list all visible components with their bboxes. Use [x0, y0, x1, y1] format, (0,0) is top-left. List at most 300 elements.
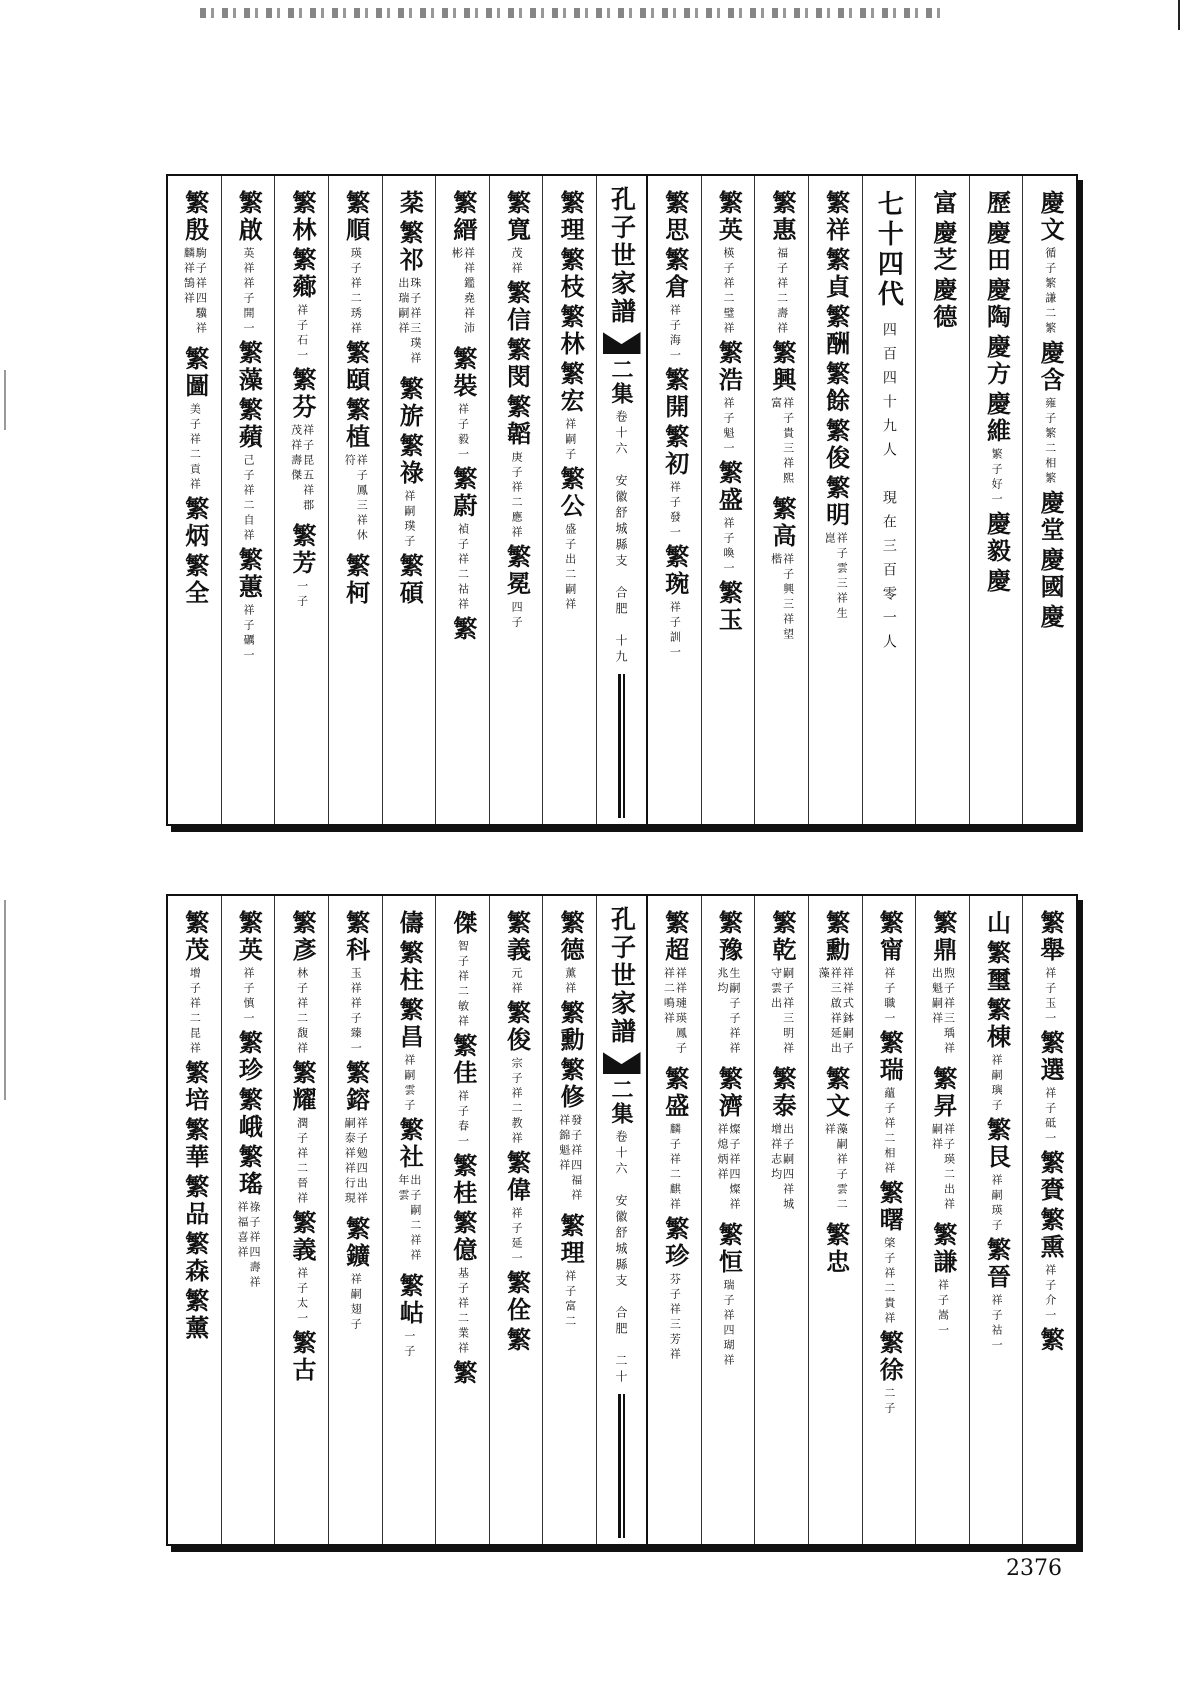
person-name: 慶維: [982, 391, 1012, 445]
person-name: 繁頤: [341, 340, 371, 394]
person-note: 一子: [295, 580, 309, 610]
person-name: 繁開: [660, 367, 690, 421]
person-entry: [449, 910, 476, 1030]
person-name: 繁恒: [714, 1222, 744, 1276]
person-entry: [715, 910, 742, 1063]
genealogy-column: [168, 896, 221, 1544]
person-entry: [1036, 340, 1066, 487]
person-name: 繁璽: [982, 940, 1012, 994]
person-name: 繁鼎: [928, 910, 958, 964]
person-name: 繁峨: [234, 1087, 264, 1141]
person-note: 祥祥璉瑛鳳子祥二鳴祥: [662, 967, 688, 1057]
person-name: 繁偉: [502, 1150, 532, 1204]
person-name: 繁盛: [660, 1066, 690, 1120]
person-name: 繁柱: [395, 940, 425, 994]
person-entry: [983, 190, 1010, 217]
genealogy-column: [274, 176, 328, 824]
page-columns: [168, 896, 1076, 1544]
person-entry: [342, 190, 369, 337]
genealogy-column: [489, 176, 543, 824]
person-note: 瑞子祥四瑚祥: [721, 1279, 735, 1369]
person-entry: [929, 277, 956, 331]
person-note: 潤子祥二晉祥: [295, 1117, 309, 1207]
person-note: 循子繁謙二繁: [1043, 247, 1057, 337]
person-name: 富: [928, 190, 958, 217]
person-name: 慶含: [1036, 340, 1066, 394]
book-title: 孔子世家譜: [607, 906, 637, 1046]
person-name: 繁韜: [502, 394, 532, 448]
person-name: 繁曙: [875, 1180, 905, 1234]
person-entry: [661, 1216, 688, 1363]
person-entry: [395, 997, 425, 1114]
person-name: 繁: [448, 1360, 478, 1387]
person-note: 祥子石一: [295, 304, 309, 364]
genealogy-column: [862, 896, 916, 1544]
genealogy-column: [754, 896, 808, 1544]
person-entry: [556, 1000, 586, 1054]
person-entry: [395, 553, 425, 607]
person-note: 燦子祥四燦祥祥熄炳祥: [715, 1123, 742, 1213]
person-name: 繁公: [556, 466, 586, 520]
person-entry: [822, 418, 849, 472]
person-note: 祥子砥一: [1043, 1087, 1057, 1147]
person-name: 慶: [982, 568, 1012, 595]
person-note: 薰祥: [563, 967, 577, 997]
genealogy-column: [648, 896, 701, 1544]
person-entry: [288, 1060, 315, 1207]
person-name: 繁宏: [556, 361, 586, 415]
genealogy-column: [1022, 176, 1076, 824]
person-entry: [929, 1066, 956, 1219]
person-name: 繁全: [180, 553, 210, 607]
person-entry: [556, 466, 586, 613]
person-note: 祥子訓一: [668, 601, 682, 661]
person-entry: [817, 910, 853, 1063]
person-entry: [983, 940, 1010, 994]
genealogy-column: [328, 896, 382, 1544]
person-entry: [503, 394, 530, 541]
person-note: 祥子慎一: [241, 967, 255, 1027]
person-note: 一子: [402, 1330, 416, 1360]
person-note: 英祥祥子開一: [241, 247, 255, 337]
person-name: 繁倉: [660, 247, 690, 301]
person-entry: [983, 220, 1010, 274]
person-name: 繁瑞: [875, 1030, 905, 1084]
person-name: 繁柯: [341, 553, 371, 607]
person-name: 繁茂: [180, 910, 210, 964]
person-name: 繁義: [502, 910, 532, 964]
person-entry: [983, 391, 1010, 508]
person-entry: [715, 190, 742, 337]
person-name: 繁選: [1036, 1030, 1066, 1084]
banner-rule: [618, 1394, 625, 1538]
person-name: 繁俊: [821, 418, 851, 472]
person-name: 繁: [448, 616, 478, 643]
person-name: 繁舉: [1036, 910, 1066, 964]
genealogy-column: [221, 896, 275, 1544]
person-entry: [556, 910, 586, 997]
person-entry: [395, 376, 425, 430]
person-entry: [875, 1180, 905, 1327]
right-half: [648, 896, 1076, 1544]
person-entry: [503, 910, 530, 997]
generation-heading: 七十四代: [873, 190, 904, 310]
person-entry: [768, 910, 795, 1063]
person-name: 繁耀: [288, 1060, 317, 1114]
person-name: 繁薌: [288, 247, 317, 301]
person-name: 繁蕙: [234, 547, 264, 601]
person-name: 繁艮: [982, 1117, 1012, 1171]
genealogy-column: [168, 176, 221, 824]
person-note: 增子祥二昆祥: [188, 967, 202, 1057]
genealogy-column: [862, 176, 916, 824]
person-note: 祥子延一: [510, 1207, 524, 1267]
person-note: 林子祥二馥祥: [295, 967, 309, 1057]
person-name: 繁浩: [714, 340, 744, 394]
person-name: 繁培: [180, 1060, 210, 1114]
person-name: 繁鎔: [341, 1060, 371, 1114]
person-name: 繁社: [395, 1117, 425, 1171]
person-name: 繁昇: [928, 1066, 958, 1120]
page-number: 2376: [1006, 1556, 1062, 1581]
person-name: 繁英: [234, 910, 264, 964]
person-entry: [983, 1117, 1010, 1234]
person-entry: [288, 367, 315, 520]
person-name: 繁華: [180, 1117, 210, 1171]
person-name: 繁賚: [1036, 1150, 1066, 1204]
person-note: 元祥: [510, 967, 524, 997]
person-note: 茂祥: [510, 247, 524, 277]
person-name: 繁圖: [180, 346, 210, 400]
right-half: [648, 176, 1076, 824]
person-entry: [395, 1117, 425, 1270]
genealogy-column: [435, 896, 489, 1544]
person-entry: [395, 190, 425, 217]
person-entry: [181, 1174, 208, 1228]
person-entry: [661, 367, 688, 421]
person-name: 慶德: [928, 277, 958, 331]
person-entry: [715, 580, 742, 634]
person-name: 棻: [395, 190, 425, 217]
person-entry: [288, 910, 315, 1057]
person-entry: [822, 1222, 849, 1276]
person-name: 繁森: [180, 1231, 210, 1285]
genealogy-column: [969, 176, 1023, 824]
person-entry: [768, 1066, 795, 1219]
person-name: 慶文: [1036, 190, 1066, 244]
genealogy-column: [382, 896, 436, 1544]
person-entry: [768, 190, 795, 337]
person-entry: [288, 1330, 315, 1384]
person-name: 繁忠: [821, 1222, 851, 1276]
person-note: 祥嗣璵子: [990, 1054, 1004, 1114]
person-name: 慶芝: [928, 220, 958, 274]
person-name: 傑: [448, 910, 478, 937]
genealogy-column: [382, 176, 436, 824]
person-entry: [1036, 547, 1066, 601]
left-half: [168, 176, 596, 824]
person-name: 繁植: [341, 397, 371, 451]
person-name: 繁藻: [234, 340, 264, 394]
person-name: 繁珍: [234, 1030, 264, 1084]
person-name: 繁彥: [288, 910, 317, 964]
person-name: 慶國: [1036, 547, 1066, 601]
person-name: 繁勳: [556, 1000, 586, 1054]
person-name: 繁林: [288, 190, 317, 244]
genealogy-column: [435, 176, 489, 824]
person-name: 繁晉: [982, 1237, 1012, 1291]
person-name: 繁: [1036, 1327, 1066, 1354]
person-entry: [449, 1360, 476, 1387]
person-entry: [822, 247, 849, 301]
person-entry: [556, 304, 586, 358]
person-entry: [503, 1270, 530, 1324]
person-name: 繁徐: [875, 1330, 905, 1384]
person-name: 繁棟: [982, 997, 1012, 1051]
person-entry: [556, 1057, 586, 1210]
person-name: 繁超: [660, 910, 690, 964]
person-entry: [235, 1144, 262, 1297]
genealogy-column: [489, 896, 543, 1544]
person-entry: [768, 496, 795, 649]
genealogy-column: [754, 176, 808, 824]
person-note: 祥子玉一: [1043, 967, 1057, 1027]
person-name: 繁古: [288, 1330, 317, 1384]
person-entry: [1036, 1150, 1066, 1204]
person-entry: [288, 247, 315, 364]
person-note: 盛子出二嗣祥: [563, 523, 577, 613]
person-entry: [875, 1030, 905, 1177]
person-name: 繁祿: [395, 433, 425, 487]
person-note: 基子祥二業祥: [456, 1267, 470, 1357]
person-entry: [661, 1066, 688, 1213]
person-name: 繁昌: [395, 997, 425, 1051]
scan-mark-left: [4, 370, 6, 430]
person-entry: [822, 475, 849, 628]
person-note: 四子: [510, 601, 524, 631]
person-name: 繁泰: [768, 1066, 797, 1120]
person-note: 祥子祜一: [990, 1294, 1004, 1354]
person-entry: [983, 910, 1010, 937]
person-name: 繁德: [556, 910, 586, 964]
person-entry: [235, 1030, 262, 1084]
person-note: 祥子介一: [1043, 1264, 1057, 1324]
person-entry: [715, 340, 742, 457]
person-name: 繁理: [556, 190, 586, 244]
person-name: 繁薰: [180, 1288, 210, 1342]
person-note: 祥嗣璞子: [402, 490, 416, 550]
volume-label: 二集: [608, 358, 634, 406]
person-note: 祥子嵩一: [936, 1279, 950, 1339]
person-entry: [1036, 910, 1066, 1027]
person-note: 祥子勉四出祥嗣泰祥祥行現: [343, 1117, 369, 1207]
person-entry: [395, 433, 425, 550]
genealogy-column: [808, 176, 862, 824]
section-label: 卷十六 安徽舒城縣支 合肥 十九: [614, 410, 628, 666]
person-name: 繁閔: [502, 337, 532, 391]
genealogy-column: [701, 176, 755, 824]
person-name: 繁濟: [714, 1066, 744, 1120]
person-entry: [1036, 604, 1066, 631]
person-name: 繁億: [448, 1210, 478, 1264]
person-entry: [1036, 490, 1066, 544]
person-entry: [715, 1066, 742, 1219]
fishtail-mark: [603, 1052, 641, 1074]
person-entry: [181, 1288, 208, 1342]
person-name: 繁冕: [502, 544, 532, 598]
person-name: 繁桂: [448, 1153, 478, 1207]
person-note: 二子: [882, 1387, 896, 1417]
genealogy-column: [915, 896, 969, 1544]
person-entry: [983, 277, 1010, 331]
person-note: 駒子祥四驥祥麟祥鵠祥: [182, 247, 208, 337]
genealogy-column: [1022, 896, 1076, 1544]
person-name: 繁旂: [395, 376, 425, 430]
person-entry: [1036, 190, 1066, 337]
person-note: 祥子海一: [668, 304, 682, 364]
person-name: 繁啟: [234, 190, 264, 244]
person-name: 歷: [982, 190, 1012, 217]
person-note: 美子祥二貢祥: [188, 403, 202, 493]
person-entry: [1036, 1207, 1066, 1324]
person-name: 繁高: [768, 496, 797, 550]
person-entry: [342, 910, 369, 1057]
person-name: 繁寬: [502, 190, 532, 244]
person-entry: [181, 910, 208, 1057]
person-note: 祥嗣雲子: [402, 1054, 416, 1114]
person-entry: [342, 340, 369, 394]
person-name: 慶堂: [1036, 490, 1066, 544]
person-entry: [395, 1273, 425, 1360]
genealogy-page-20: [166, 894, 1078, 1546]
person-name: 繁豫: [714, 910, 744, 964]
person-entry: [983, 997, 1010, 1114]
person-name: 繁炳: [180, 496, 210, 550]
scan-mark-left: [4, 900, 6, 1100]
person-name: 繁玉: [714, 580, 744, 634]
person-entry: [1036, 1030, 1066, 1147]
person-name: 繁祥: [821, 190, 851, 244]
person-note: 繁子好一: [990, 448, 1004, 508]
banner-rule: [618, 674, 625, 818]
person-note: 祥祥式鉢嗣子祥三啟祥延出藻: [817, 967, 855, 1057]
person-entry: [235, 190, 262, 337]
person-entry: [556, 247, 586, 301]
person-name: 繁盛: [714, 460, 744, 514]
person-entry: [503, 280, 530, 334]
page-columns: [168, 176, 1076, 824]
person-name: 繁甯: [875, 910, 905, 964]
person-name: 繁英: [714, 190, 744, 244]
person-note: 祥子瑛二出祥嗣祥: [930, 1123, 956, 1213]
person-note: 棨子祥二貴祥: [882, 1237, 896, 1327]
person-name: 繁祁: [395, 220, 425, 274]
person-note: 祥子富二: [563, 1270, 577, 1330]
person-entry: [983, 511, 1010, 565]
person-note: 祥子興三祥望楷: [769, 553, 795, 643]
page-banner: [596, 176, 648, 824]
left-half: [168, 896, 596, 1544]
person-entry: [661, 424, 688, 541]
person-entry: [181, 1117, 208, 1171]
person-name: 山: [982, 910, 1012, 937]
person-entry: [875, 1330, 905, 1417]
person-note: 禎子祥二祜祥: [456, 523, 470, 613]
person-name: 繁裝: [448, 346, 478, 400]
person-entry: [395, 940, 425, 994]
person-note: 祥嗣子: [563, 418, 577, 463]
person-note: 祥子喚一: [721, 517, 735, 577]
person-note: 藻嗣祥子雲二祥: [823, 1123, 849, 1213]
person-note: 祥子春一: [456, 1090, 470, 1150]
person-entry: [235, 397, 262, 544]
person-entry: [822, 1066, 849, 1219]
genealogy-column: [701, 896, 755, 1544]
person-name: 繁蘋: [234, 397, 264, 451]
person-note: 蘊子祥二相祥: [882, 1087, 896, 1177]
genealogy-page-19: [166, 174, 1078, 826]
person-name: 繁: [502, 1327, 532, 1354]
person-entry: [822, 361, 849, 415]
person-entry: [449, 346, 476, 463]
person-name: 繁惠: [768, 190, 797, 244]
person-name: 繁鑛: [341, 1216, 371, 1270]
person-name: 繁文: [821, 1066, 851, 1120]
person-name: 儔: [395, 910, 425, 937]
person-entry: [342, 1060, 369, 1213]
person-entry: [503, 1000, 530, 1147]
page-banner: [596, 896, 648, 1544]
person-entry: [181, 1231, 208, 1285]
person-entry: [288, 1210, 315, 1327]
person-entry: [661, 910, 688, 1063]
person-entry: [342, 553, 369, 607]
person-note: 出子嗣二祥祥年雲: [396, 1174, 422, 1264]
person-note: 己子祥二自祥: [241, 454, 255, 544]
person-entry: [181, 1060, 208, 1114]
person-entry: [449, 190, 476, 343]
person-note: 發子祥四福祥祥錦魁祥: [557, 1114, 583, 1204]
person-entry: [449, 1210, 476, 1357]
person-name: 繁勳: [821, 910, 851, 964]
person-entry: [235, 340, 262, 394]
person-name: 繁謙: [928, 1222, 958, 1276]
person-name: 繁初: [660, 424, 690, 478]
scan-artifact-top: [200, 8, 940, 18]
person-entry: [395, 220, 425, 373]
person-entry: [661, 247, 688, 364]
person-name: 慶田: [982, 220, 1012, 274]
person-name: 繁林: [556, 304, 586, 358]
person-note: 祥嗣翅子: [349, 1273, 363, 1333]
volume-label: 二集: [608, 1078, 634, 1126]
person-note: 祥子昆五祥郡茂祥壽傑: [289, 424, 315, 514]
person-name: 繁科: [341, 910, 371, 964]
person-note: 雍子繁二相繁: [1043, 397, 1057, 487]
person-name: 繁貞: [821, 247, 851, 301]
person-name: 慶方: [982, 334, 1012, 388]
person-note: 祥子職一: [882, 967, 896, 1027]
person-entry: [768, 340, 795, 493]
person-entry: [181, 190, 208, 343]
person-note: 珠子祥三璞祥出瑞嗣祥: [396, 277, 422, 367]
person-entry: [983, 1237, 1010, 1354]
genealogy-column: [969, 896, 1023, 1544]
person-entry: [929, 1222, 956, 1339]
genealogy-column: [328, 176, 382, 824]
person-note: 瑛子祥二琇祥: [349, 247, 363, 337]
person-note: 楧子祥二璧祥: [721, 247, 735, 337]
